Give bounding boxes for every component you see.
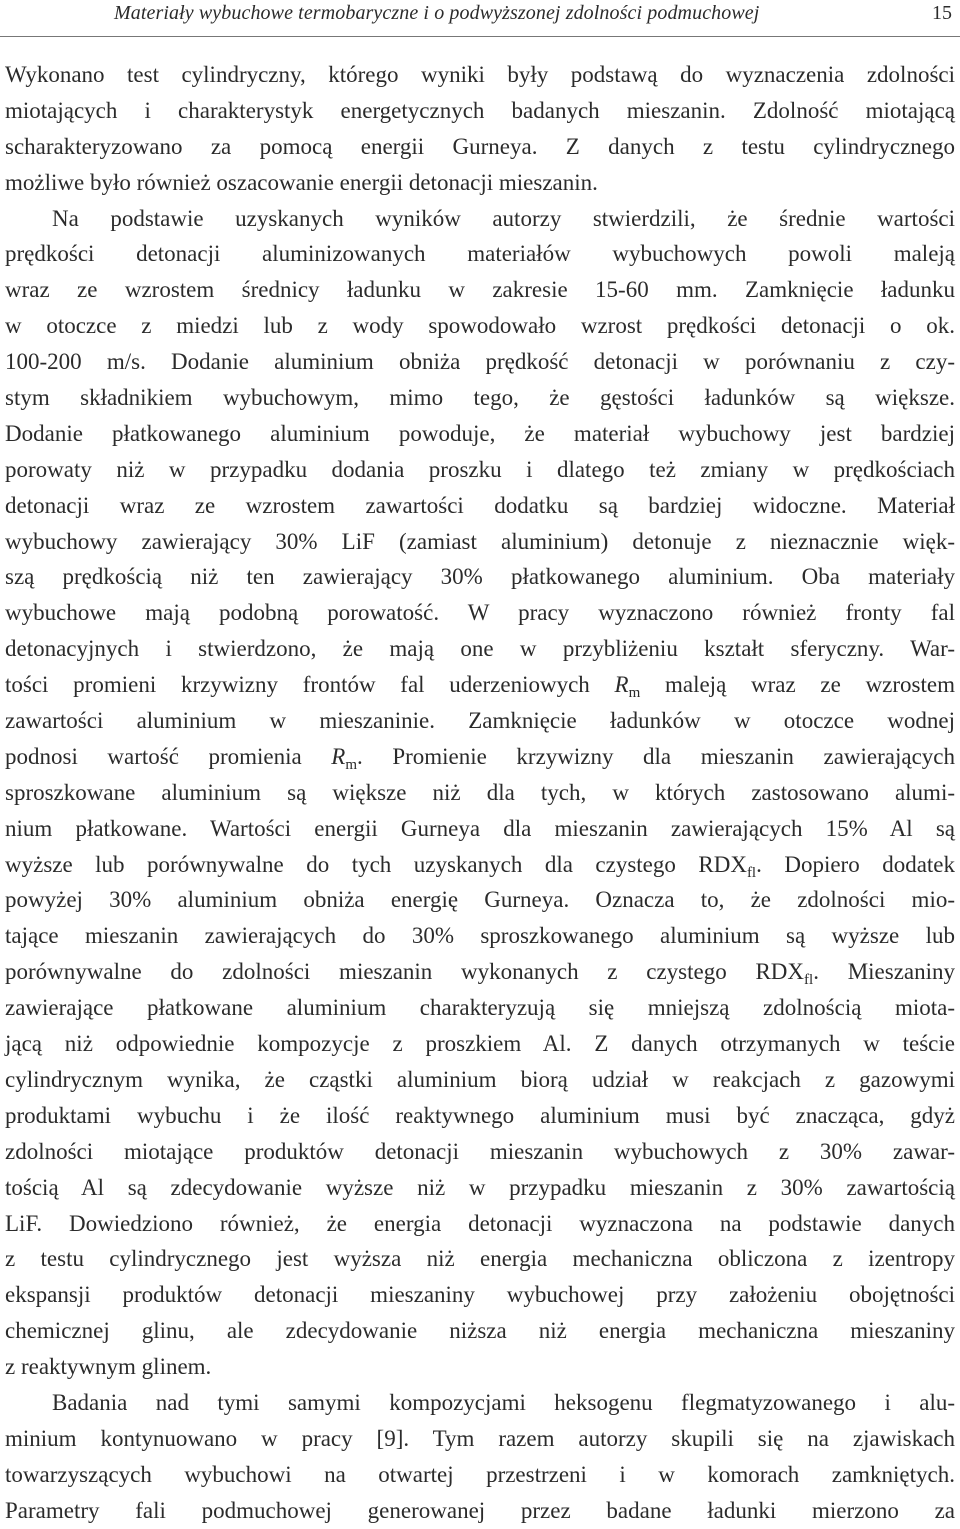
text-line: tością Al są zdecydowanie wyższe niż w przypadku mieszanin z 30% zawartością [5,1174,955,1200]
text-line [5,954,955,990]
text-line: zawartości aluminium w mieszaninie. Zamknięcie ładunków w otoczce wodnej [5,708,955,734]
text-line: cylindrycznym wynika, że cząstki aluminium biorą udział w reakcjach z gazowymi [5,1066,955,1092]
text-line: z testu cylindrycznego jest wyższa niż energia mechaniczna obliczona z izentropy [5,1246,955,1272]
text-line: tające mieszanin zawierających do 30% sproszkowanego aluminium są wyższe lub [5,923,955,949]
math-variable: R [331,743,346,769]
text-line: LiF. Dowiedziono również, że energia detonacji wyznaczona na podstawie danych [5,1210,955,1236]
text-line: stym składnikiem wybuchowym, mimo tego, że gęstości ładunków są większe. [5,385,955,411]
text-line: ekspansji produktów detonacji mieszaniny wybuchowej przy założeniu obojętności [5,1282,955,1308]
running-header [0,0,960,37]
text-run: podnosi wartość promienia [5,743,332,769]
text-line: detonacyjnych i stwierdzono, że mają one w przybliżeniu kształt sferyczny. War- [5,636,955,662]
text-line: nium płatkowane. Wartości energii Gurneya dla mieszanin zawierających 15% Al są [5,815,955,841]
text-line: sproszkowane aluminium są większe niż dla tych, w których zastosowano alumi- [5,779,955,805]
running-title: Materiały wybuchowe termobaryczne i o podwyższonej zdolności podmuchowej [114,2,760,24]
text-line: produktami wybuchu i że ilość reaktywnego aluminium musi być znacząca, gdyż [5,1102,955,1128]
text-line: jącą niż odpowiednie kompozycje z proszkiem Al. Z danych otrzymanych w teście [5,1031,955,1057]
text-run: maleją wraz ze wzrostem [640,672,955,698]
text-line: prędkości detonacji aluminizowanych materiałów wybuchowych powoli maleją [5,241,955,267]
text-line: scharakteryzowano za pomocą energii Gurneya. Z danych z testu cylindrycznego [5,133,955,159]
text-line: w otoczce z miedzi lub z wody spowodowało wzrost prędkości detonacji o ok. [5,313,955,339]
text-line: Badania nad tymi samymi kompozycjami heksogenu flegmatyzowanego i alu- [52,1389,955,1415]
subscript: m [345,756,358,773]
text-run: porównywalne do zdolności mieszanin wykonanych z czystego RDX [5,959,805,985]
text-line: Na podstawie uzyskanych wyników autorzy stwierdzili, że średnie wartości [52,205,955,231]
text-line: 100-200 m/s. Dodanie aluminium obniża prędkość detonacji w porównaniu z czy- [5,349,955,375]
text-line: minium kontynuowano w pracy [9]. Tym razem autorzy skupili się na zjawiskach [5,1425,955,1451]
subscript: fl [746,864,757,881]
text-line: miotających i charakterystyk energetycznych badanych mieszanin. Zdolność miotającą [5,97,955,123]
text-line: porowaty niż w przypadku dodania proszku i dlatego też zmiany w prędkościach [5,456,955,482]
text-run: . Dopiero dodatek [756,851,955,877]
text-line: chemicznej glinu, ale zdecydowanie niższa niż energia mechaniczna mieszaniny [5,1318,955,1344]
text-line: zawierające płatkowane aluminium charakteryzują się mniejszą zdolnością miota- [5,995,955,1021]
text-line: Wykonano test cylindryczny, którego wyniki były podstawą do wyznaczenia zdolności [5,62,955,87]
text-run: wyższe lub porównywalne do tych uzyskanych dla czystego RDX [5,851,747,877]
text-line: Dodanie płatkowanego aluminium powoduje, że materiał wybuchowy jest bardziej [5,420,955,446]
text-run: . Promienie krzywizny dla mieszanin zawierających [357,743,955,769]
text-line: zdolności miotające produktów detonacji mieszanin wybuchowych z 30% zawar- [5,1138,955,1164]
math-variable: R [614,672,629,698]
text-line: Parametry fali podmuchowej generowanej przez badane ładunki mierzono za [5,1497,955,1523]
subscript: fl [804,972,814,989]
text-line [5,667,955,703]
subscript: m [628,685,641,702]
body-text [5,57,955,1529]
text-line: z reaktywnym glinem. [5,1354,212,1380]
text-line: detonacji wraz ze wzrostem zawartości dodatku są bardziej widoczne. Materiał [5,492,955,518]
text-line: wybuchowy zawierający 30% LiF (zamiast aluminium) detonuje z nieznacznie więk- [5,528,955,554]
page-number: 15 [932,2,952,24]
text-run: . Mieszaniny [813,959,956,985]
text-line: wraz ze wzrostem średnicy ładunku w zakresie 15-60 mm. Zamknięcie ładunku [5,277,955,303]
text-line: powyżej 30% aluminium obniża energię Gurneya. Oznacza to, że zdolności mio- [5,887,955,913]
text-line: szą prędkością niż ten zawierający 30% płatkowanego aluminium. Oba materiały [5,564,955,590]
text-line [5,847,955,883]
text-line [5,739,955,775]
text-run: tości promieni krzywizny frontów fal uderzeniowych [5,672,615,698]
text-line: towarzyszących wybuchowi na otwartej przestrzeni i w komorach zamkniętych. [5,1461,955,1487]
text-line: wybuchowe mają podobną porowatość. W pracy wyznaczono również fronty fal [5,600,955,626]
text-line: możliwe było również oszacowanie energii detonacji mieszanin. [5,169,598,195]
